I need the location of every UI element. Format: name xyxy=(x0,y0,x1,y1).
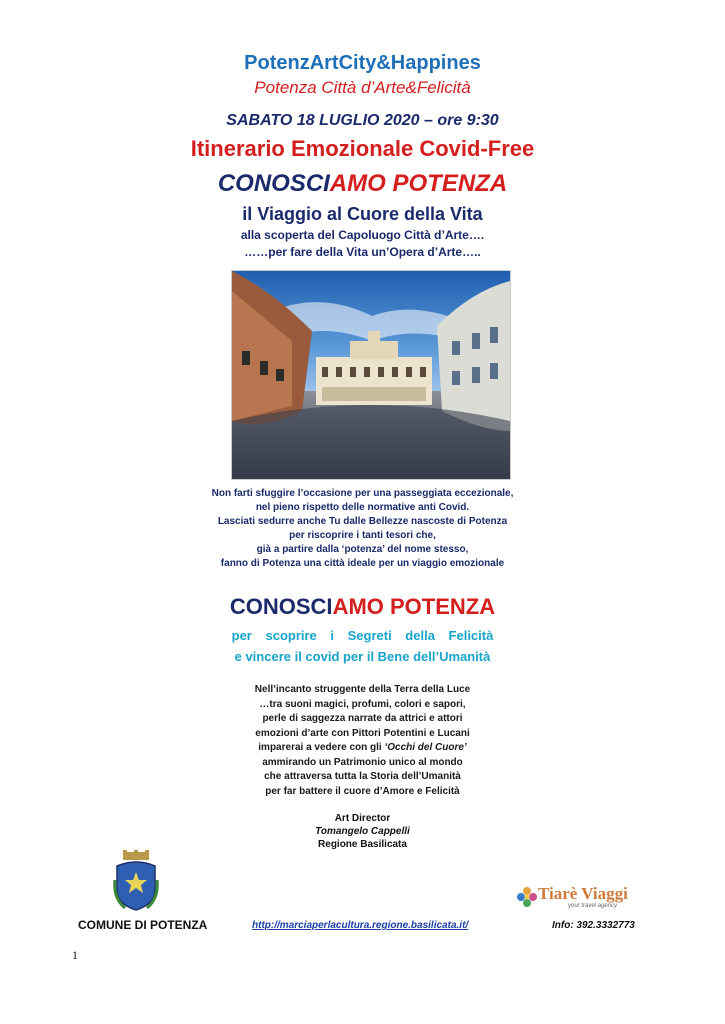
section-title-part-a: CONOSCI xyxy=(229,594,333,619)
piazza-photo xyxy=(231,270,511,480)
event-date: SABATO 18 LUGLIO 2020 – ore 9:30 xyxy=(226,112,499,129)
poem-line: per far battere il cuore d’Amore e Felicità xyxy=(265,785,460,797)
subtitle: il Viaggio al Cuore della Vita xyxy=(242,204,483,224)
itinerary-title: Itinerario Emozionale Covid-Free xyxy=(190,136,535,161)
flower-icon xyxy=(516,886,538,908)
section-title-part-b: AMO POTENZA xyxy=(332,594,496,619)
poem-line: che attraversa tutta la Storia dell’Umanità xyxy=(264,771,461,782)
intro-line: per riscoprire i tanti tesori che, xyxy=(289,530,436,541)
poem-line: Nell’incanto struggente della Terra della Luce xyxy=(254,684,471,695)
intro-line: fanno di Potenza una città ideale per un viaggio emozionale xyxy=(220,558,505,569)
credits-region: Regione Basilicata xyxy=(318,839,407,850)
poem-line-text: imparerai a vedere con gli xyxy=(258,742,385,753)
brand-subtitle: Potenza Città d’Arte&Felicità xyxy=(254,78,471,97)
tiare-viaggi-logo xyxy=(516,884,656,914)
brand-title: PotenzArtCity&Happines xyxy=(244,52,481,74)
poem xyxy=(0,683,725,799)
poem-eyes-emphasis: ‘Occhi del Cuore’ xyxy=(384,742,467,753)
main-title xyxy=(0,170,725,198)
tagline-2: ……per fare della Vita un’Opera d’Arte….. xyxy=(244,245,481,259)
section-line-2: e vincere il covid per il Bene dell’Umanità xyxy=(234,649,491,664)
credits-name: Tomangelo Cappelli xyxy=(315,826,410,837)
intro-line: già a partire dalla ‘potenza’ del nome stesso, xyxy=(256,544,469,555)
page-number: 1 xyxy=(72,948,78,962)
section-line-1: per scoprire i Segreti della Felicità xyxy=(231,628,494,643)
main-title-part-b: AMO POTENZA xyxy=(329,170,508,197)
intro-line: Non farti sfuggire l’occasione per una passeggiata eccezionale, xyxy=(211,488,514,499)
poem-line: emozioni d’arte con Pittori Potentini e Lucani xyxy=(255,727,470,739)
comune-label: COMUNE DI POTENZA xyxy=(78,918,208,932)
credits xyxy=(0,812,725,851)
credits-role: Art Director xyxy=(334,813,391,824)
website-link[interactable]: http://marciaperlacultura.regione.basilicata.it/ xyxy=(252,920,469,931)
poem-line: …tra suoni magici, profumi, colori e sapori, xyxy=(259,698,466,710)
tagline-1: alla scoperta del Capoluogo Città d’Arte…. xyxy=(240,228,485,242)
logo-name: Tiarè Viaggi xyxy=(538,884,628,903)
intro-paragraph xyxy=(0,487,725,571)
poem-line xyxy=(0,741,725,756)
logo-tagline: your travel agency xyxy=(568,903,618,909)
comune-crest-icon xyxy=(113,850,159,912)
intro-line: Lasciati sedurre anche Tu dalle Bellezze nascoste di Potenza xyxy=(217,516,508,527)
main-title-part-a: CONOSCI xyxy=(217,170,330,197)
poem-line: ammirando un Patrimonio unico al mondo xyxy=(262,756,463,768)
intro-line: nel pieno rispetto delle normative anti Covid. xyxy=(255,502,470,513)
poem-line: perle di saggezza narrate da attrici e attori xyxy=(262,713,463,724)
info-phone: Info: 392.3332773 xyxy=(552,920,635,931)
section-title xyxy=(0,594,725,620)
